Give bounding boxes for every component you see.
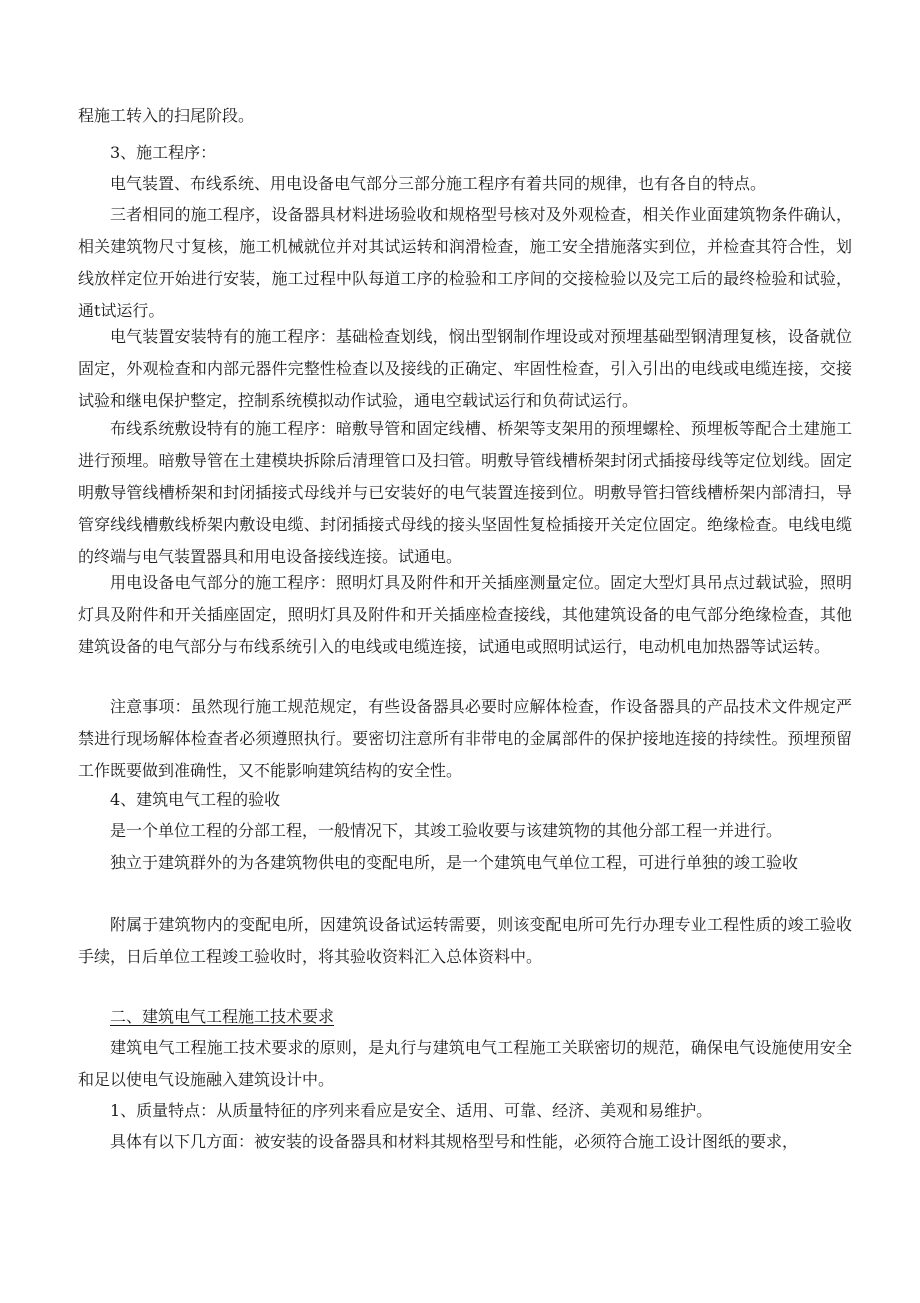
paragraph-attached-substation: 附属于建筑物内的变配电所，因建筑设备试运转需要，则该变配电所可先行办理专业工程性质的竣工验收手续，日后单位工程竣工验收时，将其验收资料汇入总体资料中。 [78, 915, 852, 966]
paragraph-specific-aspects: 具体有以下几方面：被安装的设备器具和材料其规格型号和性能，必须符合施工设计图纸的要求， [110, 1132, 799, 1151]
heading-acceptance: 4、建筑电气工程的验收 [110, 790, 281, 809]
paragraph-principles: 建筑电气工程施工技术要求的原则，是丸行与建筑电气工程施工关联密切的规范，确保电气设施使用安全和足以使电气设施融入建筑设计中。 [78, 1038, 852, 1089]
paragraph-electrical-device-procedure: 电气装置安装特有的施工程序：基础检查划线，悯出型钢制作埋设或对预埋基础型钢清理复核，设备就位固定，外观检查和内部元器件完整性检查以及接线的正确定、牢固性检查，引入引出的电线或电缆连接，交接试验和继电保护整定，控制系统模拟动作试验，通电空载试运行和负荷试运行。 [78, 327, 852, 410]
paragraph-independent-substation: 独立于建筑群外的为各建筑物供电的变配电所，是一个建筑电气单位工程，可进行单独的竣工验收 [110, 853, 799, 872]
paragraph-wiring-system-procedure: 布线系统敷设特有的施工程序：暗敷导管和固定线槽、桥架等支架用的预埋螺栓、预埋板等配合土建施工进行预埋。暗敷导管在土建模块拆除后清理管口及扫管。明敷导管线槽桥架封闭式插接母线等定位划线。固定明敷导管线槽桥架和封闭插接式母线并与已安装好的电气装置连接到位。明敷导管扫管线槽桥架内部清扫，导管穿线线槽敷线桥架内敷设电缆、封闭插接式母线的接头坚固性复检插接开关定位固定。绝缘检查。电线电缆的终端与电气装置器具和用电设备接线连接。试通电。 [78, 419, 852, 566]
paragraph-common-procedure: 三者相同的施工程序，设备器具材料进场验收和规格型号核对及外观检查，相关作业面建筑物条件确认，相关建筑物尺寸复核，施工机械就位并对其试运转和润滑检查，施工安全措施落实到位，并检查其符合性，划线放样定位开始进行安装，施工过程中队每道工序的检验和工序间的交接检验以及完工后的最终检验和试验，通t试运行。 [78, 205, 852, 320]
section-heading-technical-requirements: 二、建筑电气工程施工技术要求 [110, 1007, 335, 1026]
paragraph-sub-project: 是一个单位工程的分部工程，一般情况下，其竣工验收要与该建筑物的其他分部工程一并进行。 [110, 821, 783, 840]
paragraph-quality-features: 1、质量特点：从质量特征的序列来看应是安全、适用、可靠、经济、美观和易维护。 [110, 1101, 713, 1120]
paragraph-electrical-equipment-procedure: 用电设备电气部分的施工程序：照明灯具及附件和开关插座测量定位。固定大型灯具吊点过载试验，照明灯具及附件和开关插座固定，照明灯具及附件和开关插座检查接线，其他建筑设备的电气部分绝缘检查，其他建筑设备的电气部分与布线系统引入的电线或电缆连接，试通电或照明试运行，电动机电加热器等试运转。 [78, 573, 852, 656]
paragraph-overview: 电气装置、布线系统、用电设备电气部分三部分施工程序有着共同的规律，也有各自的特点。 [110, 174, 767, 193]
heading-construction-procedure: 3、施工程序： [110, 143, 217, 162]
paragraph-continuation: 程施工转入的扫尾阶段。 [78, 106, 255, 125]
paragraph-notes: 注意事项：虽然现行施工规范规定，有些设备器具必要时应解体检查，作设备器具的产品技术文件规定严禁进行现场解体检查者必须遵照执行。要密切注意所有非带电的金属部件的保护接地连接的持续性。预埋预留工作既要做到准确性，又不能影响建筑结构的安全性。 [78, 697, 852, 780]
